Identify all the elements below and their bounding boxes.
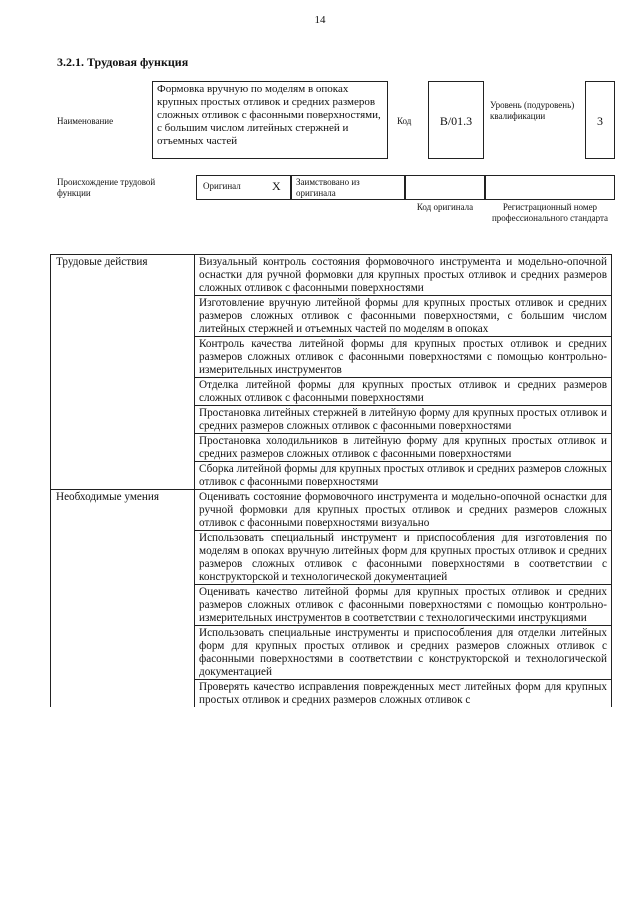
borrowed-cell: Заимствовано из оригинала <box>291 175 405 200</box>
name-label: Наименование <box>57 116 114 126</box>
function-name-box: Формовка вручную по моделям в опоках крупных простых отливок и средних размеров сложных отливок с фасонными поверхностями, с большим числом литейных стержней и отъемных частей <box>152 81 388 159</box>
group-label-skills: Необходимые умения <box>51 490 195 708</box>
action-item: Контроль качества литейной формы для крупных простых отливок и средних размеров сложных отливок с фасонными поверхностями с помощью контрольно-измерительных инструментов <box>195 337 612 378</box>
page-number: 14 <box>314 14 326 26</box>
skill-item: Использовать специальные инструменты и приспособления для отделки литейных форм для крупных простых отливок и средних размеров сложных отливок с фасонными поверхностями в соответствии с конструкторской и технологической документацией <box>195 626 612 680</box>
original-mark: X <box>272 179 281 193</box>
table-row <box>51 255 612 296</box>
origin-label: Происхождение трудовой функции <box>57 177 156 198</box>
action-item: Изготовление вручную литейной формы для крупных простых отливок и средних размеров сложных отливок с фасонными поверхностями, с большим числом литейных стержней и отъемных частей по моделям в опоках <box>195 296 612 337</box>
skill-item: Использовать специальный инструмент и приспособления для изготовления по моделям в опоках вручную литейных форм для крупных простых отливок и средних размеров сложных отливок с фасонными поверхностями в соответствии с конструкторской и технологической документацией <box>195 531 612 585</box>
skill-item: Оценивать качество литейной формы для крупных простых отливок и средних размеров сложных отливок с фасонными поверхностями с помощью контрольно-измерительных инструментов в соответствии с технологическими инструкциями <box>195 585 612 626</box>
skill-item: Оценивать состояние формовочного инструмента и модельно-опочной оснастки для ручной формовки для крупных простых отливок и средних размеров сложных отливок с фасонными поверхностями визуально <box>195 490 612 531</box>
table-row <box>51 490 612 531</box>
skill-item: Проверять качество исправления поврежденных мест литейных форм для крупных простых отливок и средних размеров сложных отливок с <box>195 680 612 708</box>
original-label: Оригинал <box>203 181 241 191</box>
function-table <box>50 254 612 707</box>
function-code-box: B/01.3 <box>428 81 484 159</box>
action-item: Простановка холодильников в литейную форму для крупных простых отливок и средних размеров сложных отливок с фасонными поверхностями <box>195 434 612 462</box>
code-label: Код <box>397 116 412 126</box>
action-item: Отделка литейной формы для крупных простых отливок и средних размеров сложных отливок с фасонными поверхностями <box>195 378 612 406</box>
action-item: Визуальный контроль состояния формовочного инструмента и модельно-опочной оснастки для ручной формовки для крупных простых отливок и средних размеров сложных отливок с фасонными поверхностями <box>195 255 612 296</box>
section-title: 3.2.1. Трудовая функция <box>57 55 189 69</box>
qualification-level-label: Уровень (подуровень) квалификации <box>490 100 575 121</box>
code-original-cell <box>405 175 485 200</box>
action-item: Простановка литейных стержней в литейную форму для крупных простых отливок и средних размеров сложных отливок с фасонными поверхностями <box>195 406 612 434</box>
action-item: Сборка литейной формы для крупных простых отливок и средних размеров сложных отливок с фасонными поверхностями <box>195 462 612 490</box>
reg-number-cell <box>485 175 615 200</box>
group-label-actions: Трудовые действия <box>51 255 195 490</box>
qualification-level-box: 3 <box>585 81 615 159</box>
reg-number-caption: Регистрационный номер профессионального стандарта <box>491 202 609 223</box>
code-original-caption: Код оригинала <box>416 202 474 212</box>
